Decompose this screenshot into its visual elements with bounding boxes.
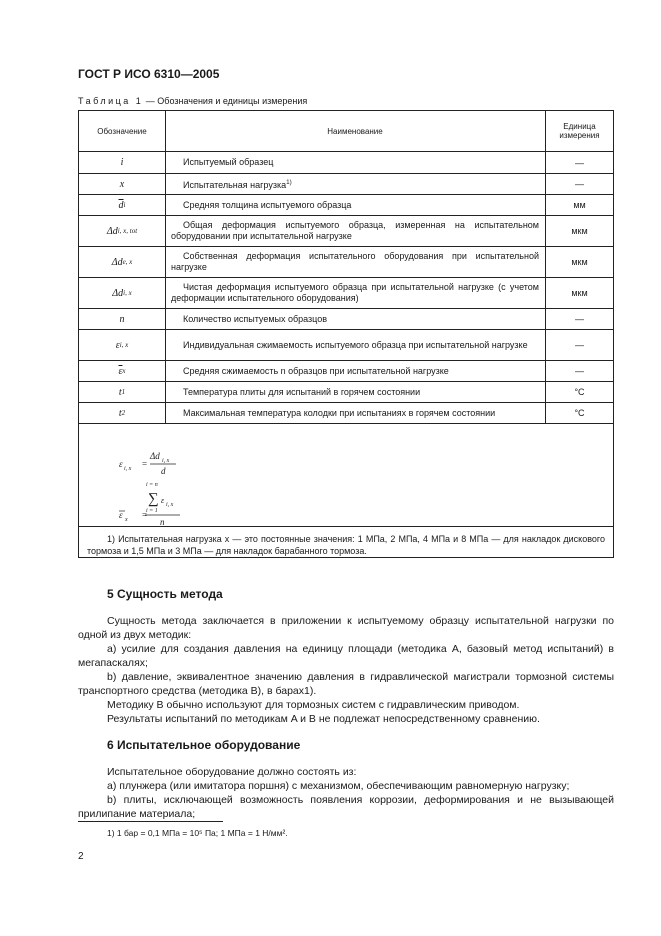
row-symbol <box>79 382 166 402</box>
row-symbol <box>79 361 166 381</box>
f2-lhs-sub: x <box>125 517 128 523</box>
row-unit: — <box>575 314 584 324</box>
symbol-text: i <box>120 157 124 168</box>
row-symbol <box>79 174 166 194</box>
symbols-table <box>78 110 614 558</box>
symbol-subscript: e, x <box>122 258 133 266</box>
header-name: Наименование <box>165 111 546 151</box>
row-symbol <box>79 309 166 329</box>
row-unit: мкм <box>571 257 588 267</box>
symbol-text: $\overline{d}$ <box>118 199 124 211</box>
table-row <box>79 309 613 330</box>
symbol-text: ε <box>115 339 120 351</box>
name-value: Чистая деформация испытуемого образца при испытательной нагрузке (с учетом деформации испытательного оборудования) <box>171 282 539 303</box>
row-unit: — <box>575 366 584 376</box>
table-row <box>79 195 613 216</box>
table-row <box>79 216 613 247</box>
symbol-text: Δd <box>111 256 123 268</box>
row-name <box>165 247 546 277</box>
f1-den: d <box>161 466 166 476</box>
f1-num: Δd <box>150 451 160 461</box>
f1-num-sub: i, x <box>162 458 170 464</box>
name-text <box>171 177 292 191</box>
row-symbol <box>79 247 166 277</box>
name-text <box>171 157 273 168</box>
page-footnote: 1) 1 бар = 0,1 МПа = 10⁵ Па; 1 МПа = 1 Н/мм². <box>107 828 288 838</box>
page-number: 2 <box>78 851 84 862</box>
name-text <box>171 220 539 242</box>
symbol-subscript: 1 <box>121 388 126 396</box>
row-name <box>165 403 546 423</box>
name-value: Средняя сжимаемость n образцов при испытательной нагрузке <box>183 365 449 376</box>
row-name <box>165 309 546 329</box>
table-row <box>79 247 613 278</box>
name-value: Температура плиты для испытаний в горячем состоянии <box>183 386 421 397</box>
row-symbol <box>79 278 166 308</box>
row-unit: °C <box>574 408 585 418</box>
table-caption: Таблица 1 — Обозначения и единицы измерения <box>78 96 308 106</box>
row-symbol <box>79 330 166 360</box>
row-unit: — <box>575 179 584 189</box>
formula-block <box>79 423 613 527</box>
symbol-text: n <box>119 313 125 325</box>
s5-p3: Результаты испытаний по методикам A и B не подлежат непосредственному сравнению. <box>107 713 540 725</box>
table-row <box>79 330 613 361</box>
row-symbol <box>79 152 166 173</box>
symbol-text: x <box>119 178 125 190</box>
name-value: Испытуемый образец <box>183 157 274 167</box>
table-row <box>79 382 613 403</box>
name-text <box>171 408 495 419</box>
name-value: Собственная деформация испытательного оборудования при испытательной нагрузке <box>171 251 539 272</box>
name-text <box>171 314 327 325</box>
symbol-text: t <box>118 386 122 398</box>
row-name <box>165 195 546 215</box>
row-unit: — <box>575 157 584 168</box>
s6-a: а) плунжера (или имитатора поршня) с механизмом, обеспечивающим равномерную нагрузку; <box>107 780 570 792</box>
f1-lhs-sub: i, x <box>124 466 132 472</box>
f2-lhs: ε <box>119 510 123 520</box>
name-value: Максимальная температура колодки при испытаниях в горячем состоянии <box>183 407 496 418</box>
document-header: ГОСТ Р ИСО 6310—2005 <box>78 67 220 81</box>
row-name <box>165 216 546 246</box>
table-row <box>79 278 613 309</box>
table-row <box>79 152 613 174</box>
table-row <box>79 403 613 424</box>
row-symbol <box>79 403 166 423</box>
row-name <box>165 278 546 308</box>
table-header-row <box>79 111 613 152</box>
footnote-rule <box>78 821 223 822</box>
s5-a: а) усилие для создания давления на единицу площади (методика A, базовый метод испытаний) в мегапаскалях; <box>78 643 614 669</box>
table-row <box>79 174 613 195</box>
row-unit: — <box>575 340 584 350</box>
footnote-mark: 1) <box>286 179 292 186</box>
symbol-subscript: i <box>123 201 126 209</box>
f2-eq: = <box>142 510 148 520</box>
table-row <box>79 361 613 382</box>
s5-b: b) давление, эквивалентное значению давления в гидравлической магистрали тормозной системы транспортного средства (методика B), в барах1). <box>78 671 614 697</box>
name-value: Общая деформация испытуемого образца, измеренная на испытательном оборудовании при испытательной нагрузке <box>171 220 539 241</box>
name-value: Индивидуальная сжимаемость испытуемого образца при испытательной нагрузке <box>183 339 528 350</box>
s5-p2: Методику B обычно используют для тормозных систем с гидравлическим приводом. <box>107 699 520 711</box>
name-text <box>171 366 449 377</box>
row-unit: °C <box>574 387 585 397</box>
name-value: Средняя толщина испытуемого образца <box>183 199 352 210</box>
name-text <box>171 387 420 398</box>
table-footnote: 1) Испытательная нагрузка x — это постоянные значения: 1 МПа, 2 МПа, 4 МПа и 8 МПа — для накладок дискового тормоза и 1,5 МПа и 3 МПа — для накладок барабанного тормоза. <box>87 534 605 556</box>
name-text <box>171 251 539 273</box>
header-unit: Единица измерения <box>559 122 600 140</box>
formula-svg <box>79 423 613 526</box>
row-unit: мкм <box>571 226 588 236</box>
section-6-title: 6 Испытательное оборудование <box>107 738 301 752</box>
row-name <box>165 361 546 381</box>
f2-upper: i = n <box>146 482 158 488</box>
symbol-subscript: 2 <box>121 409 126 417</box>
row-name <box>165 174 546 194</box>
name-text <box>171 340 528 351</box>
s6-p1: Испытательное оборудование должно состоять из: <box>107 766 357 778</box>
row-name <box>165 382 546 402</box>
section-5-title: 5 Сущность метода <box>107 587 223 601</box>
f1-lhs: ε <box>119 459 123 469</box>
symbol-subscript: i, x <box>119 341 129 349</box>
f2-term-sub: i, x <box>166 502 174 508</box>
row-unit: мм <box>573 200 586 210</box>
f2-lower: i = 1 <box>146 508 158 514</box>
f1-eq: = <box>142 459 148 469</box>
symbol-subscript: x <box>122 367 126 375</box>
f2-term: ε <box>161 496 165 505</box>
s6-b: b) плиты, исключающей возможность появления коррозии, деформирования и не вызывающей прилипание материала; <box>78 794 614 820</box>
symbol-subscript: i, x <box>123 289 132 297</box>
symbol-subscript: i, x, tot <box>117 227 138 235</box>
name-value: Испытательная нагрузка <box>183 180 287 190</box>
section-5-body <box>78 614 614 726</box>
name-text <box>171 200 351 211</box>
f2-sigma: ∑ <box>148 491 159 507</box>
symbol-text: Δd <box>106 225 118 237</box>
row-name <box>165 330 546 360</box>
section-6-body <box>78 765 614 821</box>
row-symbol <box>79 216 166 246</box>
header-symbol: Обозначение <box>79 111 166 151</box>
symbol-text: Δd <box>112 287 124 299</box>
row-name <box>165 152 546 173</box>
name-value: Количество испытуемых образцов <box>183 313 328 324</box>
row-symbol <box>79 195 166 215</box>
name-text <box>171 282 539 304</box>
symbol-text: t <box>118 407 122 419</box>
s5-p1: Сущность метода заключается в приложении к испытуемому образцу испытательной нагрузки по одной из двух методик: <box>78 615 614 641</box>
f2-den: n <box>160 517 165 526</box>
symbol-text: $\overline{\varepsilon}$ <box>118 365 123 377</box>
row-unit: мкм <box>571 288 588 298</box>
